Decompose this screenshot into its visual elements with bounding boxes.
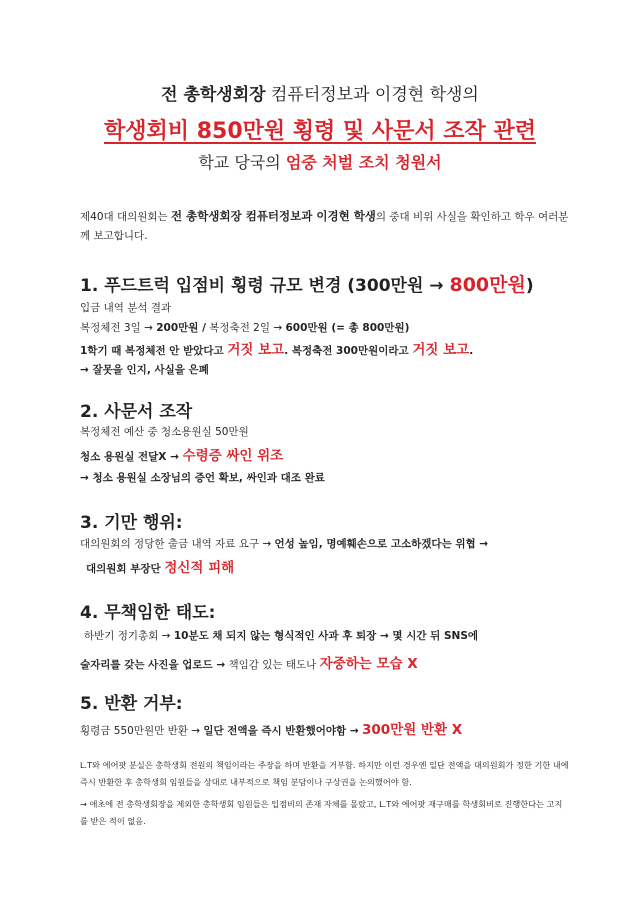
- section-5-heading: 5. 반환 거부:: [80, 694, 183, 714]
- section-4-line-2: [80, 652, 418, 672]
- section-2-heading: 2. 사문서 조작: [80, 402, 193, 422]
- s1-l3-red-1: 거짓 보고: [227, 342, 285, 358]
- s4-l2-red: 자중하는 모습 X: [319, 656, 418, 672]
- title-line-1-bold: 전 총학생회장: [161, 85, 266, 105]
- footer-note-1: L.T와 에어팟 분실은 총학생회 전원의 책임이라는 주장을 하며 반환을 거부함. 하지만 이런 경우엔 일단 전액을 대의원회가 정한 기한 내에 즉시 반환한 후 총학생회 임원들을 상대로 내부적으로 책임 분담이나 구상권을 논의했어야 함.: [80, 760, 569, 787]
- s3-l2-pre: 대의원회 부장단: [86, 563, 161, 575]
- s1-l2-mid: 복정축전 2일 →: [209, 322, 283, 334]
- section-1-line-2: [80, 320, 409, 335]
- intro-paragraph: [80, 207, 570, 246]
- section-1-line-3: [80, 338, 473, 358]
- s2-l2-pre: 청소 용원실 전달X →: [80, 451, 179, 463]
- intro-pre: 제40대 대의원회는: [80, 211, 168, 223]
- footer-note-2: → 애초에 전 총학생회장을 제외한 총학생회 임원들은 입점비의 존재 자체를 몰랐고, L.T와 에어팟 재구매를 학생회비로 진행한다는 고지를 받은 적이 없음.: [80, 799, 563, 826]
- intro-bold: 전 총학생회장 컴퓨터정보과 이경현 학생: [171, 209, 376, 223]
- s1-l2-pre: 복정체전 3일 →: [80, 322, 153, 334]
- s5-l1-bold: 일단 전액을 즉시 반환했어야함 →: [203, 725, 359, 737]
- section-5-line-1: [80, 718, 462, 738]
- s1-l2-b: 600만원 (= 총 800만원): [285, 322, 410, 334]
- section-1-line-4: → 잘못을 인지, 사실을 은폐: [80, 364, 209, 376]
- title-line-3-highlight: 엄중 처벌 조치 청원서: [285, 153, 442, 172]
- section-3-line-1: [80, 536, 488, 551]
- title-line-3: [0, 150, 640, 173]
- title-line-1-rest: 컴퓨터정보과 이경현 학생의: [270, 85, 479, 105]
- section-4-line-1: [84, 628, 478, 643]
- s4-l1-pre: 하반기 정기총회 →: [84, 630, 171, 642]
- s2-l2-red: 수령증 싸인 위조: [182, 448, 284, 464]
- intro-post: 의 중대 비위 사실을 확인하고 학우 여러분께 보고합니다.: [80, 211, 569, 242]
- s3-l2-red: 정신적 피해: [164, 560, 235, 576]
- section-1-heading: [80, 270, 534, 297]
- main-title: 학생회비 850만원 횡령 및 사문서 조작 관련: [104, 119, 536, 144]
- title-line-2: [0, 114, 640, 145]
- section-2-line-2: [80, 444, 283, 464]
- section-2-line-1: 복정체전 예산 중 청소용원실 50만원: [80, 426, 249, 438]
- section-1-line-1: 입금 내역 분석 결과: [80, 302, 172, 314]
- s5-l1-red: 300만원 반환 X: [361, 722, 463, 738]
- section-1-heading-text: 1. 푸드트럭 입점비 횡령 규모 변경 (300만원 →: [80, 276, 444, 296]
- s1-l2-a: 200만원 /: [156, 322, 206, 334]
- section-3-heading: 3. 기만 행위:: [80, 513, 183, 533]
- s4-l1-bold: 10분도 채 되지 않는 형식적인 사과 후 퇴장 → 몇 시간 뒤 SNS에: [173, 630, 479, 642]
- s1-l3-red-2: 거짓 보고: [412, 342, 470, 358]
- s5-l1-pre: 횡령금 550만원만 반환 →: [80, 725, 200, 737]
- section-2-line-3: → 청소 용원실 소장님의 증언 확보, 싸인과 대조 완료: [80, 472, 325, 484]
- s4-l2-mid: 책임감 있는 태도나: [228, 659, 317, 671]
- s3-l1-bold: 언성 높임, 명예훼손으로 고소하겠다는 위협 →: [274, 538, 489, 550]
- title-line-3-prefix: 학교 당국의: [198, 153, 281, 172]
- s1-l3-a: 1학기 때 복정체전 안 받았다고: [80, 345, 224, 357]
- section-1-heading-highlight: 800만원: [449, 274, 526, 296]
- title-line-1: [0, 80, 640, 105]
- s4-l2-bold: 술자리를 갖는 사진을 업로드 →: [80, 659, 226, 671]
- section-3-line-2: [86, 556, 234, 576]
- section-1-heading-close: ): [525, 276, 534, 296]
- s1-l3-b: . 복정축전 300만원이라고: [284, 345, 409, 357]
- section-4-heading: 4. 무책임한 태도:: [80, 603, 216, 623]
- s3-l1-pre: 대의원회의 정당한 출금 내역 자료 요구 →: [80, 538, 272, 550]
- s1-l3-c: .: [469, 345, 474, 357]
